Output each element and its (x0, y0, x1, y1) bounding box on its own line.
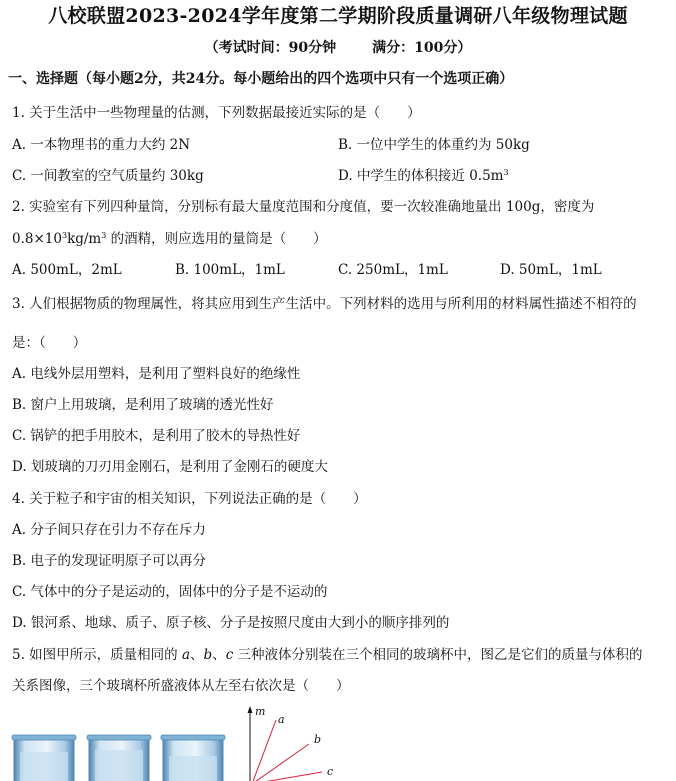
question-1-stem: 1. 关于生活中一些物理量的估测，下列数据最接近实际的是（ ） (12, 105, 421, 121)
question-4-stem: 4. 关于粒子和宇宙的相关知识，下列说法正确的是（ ） (12, 491, 367, 507)
question-3-option-c: C. 锅铲的把手用胶木，是利用了胶木的导热性好 (12, 428, 301, 444)
exam-time: （考试时间：90分钟 (204, 40, 337, 56)
question-2-stem-line2: $0.8\times 10^3kg/m^3$ 的酒精，则应选用的量筒是（ ） (12, 231, 327, 247)
beaker-left (12, 735, 76, 781)
graph-line-label-b: b (314, 733, 322, 746)
question-1-option-d: D. 中学生的体积接近 $0.5m^3$ (338, 168, 509, 184)
beaker-middle (87, 735, 151, 781)
question-2-option-a: A. 500mL，2mL (12, 262, 122, 278)
question-1-option-c: C. 一间教室的空气质量约 30kg (12, 168, 204, 184)
section-heading: 一、选择题（每小题2分，共24分。每小题给出的四个选项中只有一个选项正确） (8, 71, 514, 87)
question-5-stem-line2: 关系图像，三个玻璃杯所盛液体从左至右依次是（ ） (12, 678, 350, 694)
question-1-option-b: B. 一位中学生的体重约为 50kg (338, 137, 530, 153)
question-4-option-b: B. 电子的发现证明原子可以再分 (12, 553, 207, 569)
question-3-stem-line2: 是：（ ） (12, 335, 87, 351)
exam-info (0, 37, 676, 57)
question-4-option-c: C. 气体中的分子是运动的，固体中的分子是不运动的 (12, 584, 328, 600)
question-2-option-d: D. 50mL，1mL (500, 262, 602, 278)
graph-line-label-c: c (327, 765, 334, 778)
question-3-option-a: A. 电线外层用塑料，是利用了塑料良好的绝缘性 (12, 366, 301, 382)
graph-y-axis-arrow (248, 706, 253, 713)
graph-line-a (252, 720, 276, 781)
question-5-figure (0, 700, 676, 781)
graph-axis-label-m: m (255, 705, 266, 718)
beaker-right (161, 735, 225, 781)
exam-full-score: 满分：100分） (372, 40, 472, 56)
question-4-option-a: A. 分子间只存在引力不存在斥力 (12, 522, 206, 538)
question-5-stem-line1: 5. 如图甲所示，质量相同的 a、b、c 三种液体分别装在三个相同的玻璃杯中，图乙是它们的质量与体积的 (12, 647, 643, 663)
question-2-option-c: C. 250mL，1mL (338, 262, 448, 278)
question-2-stem-line1: 2. 实验室有下列四种量筒，分别标有最大量度范围和分度值，要一次较准确地量出 100g，密度为 (12, 199, 595, 215)
graph-line-label-a: a (278, 713, 285, 726)
question-3-option-b: B. 窗户上用玻璃，是利用了玻璃的透光性好 (12, 397, 274, 413)
question-1-option-a: A. 一本物理书的重力大约 2N (12, 137, 191, 153)
mass-volume-graph (248, 705, 334, 781)
question-2-option-b: B. 100mL，1mL (175, 262, 285, 278)
question-3-stem-line1: 3. 人们根据物质的物理属性，将其应用到生产生活中。下列材料的选用与所利用的材料属性描述不相符的 (12, 296, 637, 312)
question-4-option-d: D. 银河系、地球、质子、原子核、分子是按照尺度由大到小的顺序排列的 (12, 615, 450, 631)
exam-title: 八校联盟2023-2024学年度第二学期阶段质量调研八年级物理试题 (48, 5, 628, 27)
question-3-option-d: D. 划玻璃的刀刃用金刚石，是利用了金刚石的硬度大 (12, 459, 328, 475)
